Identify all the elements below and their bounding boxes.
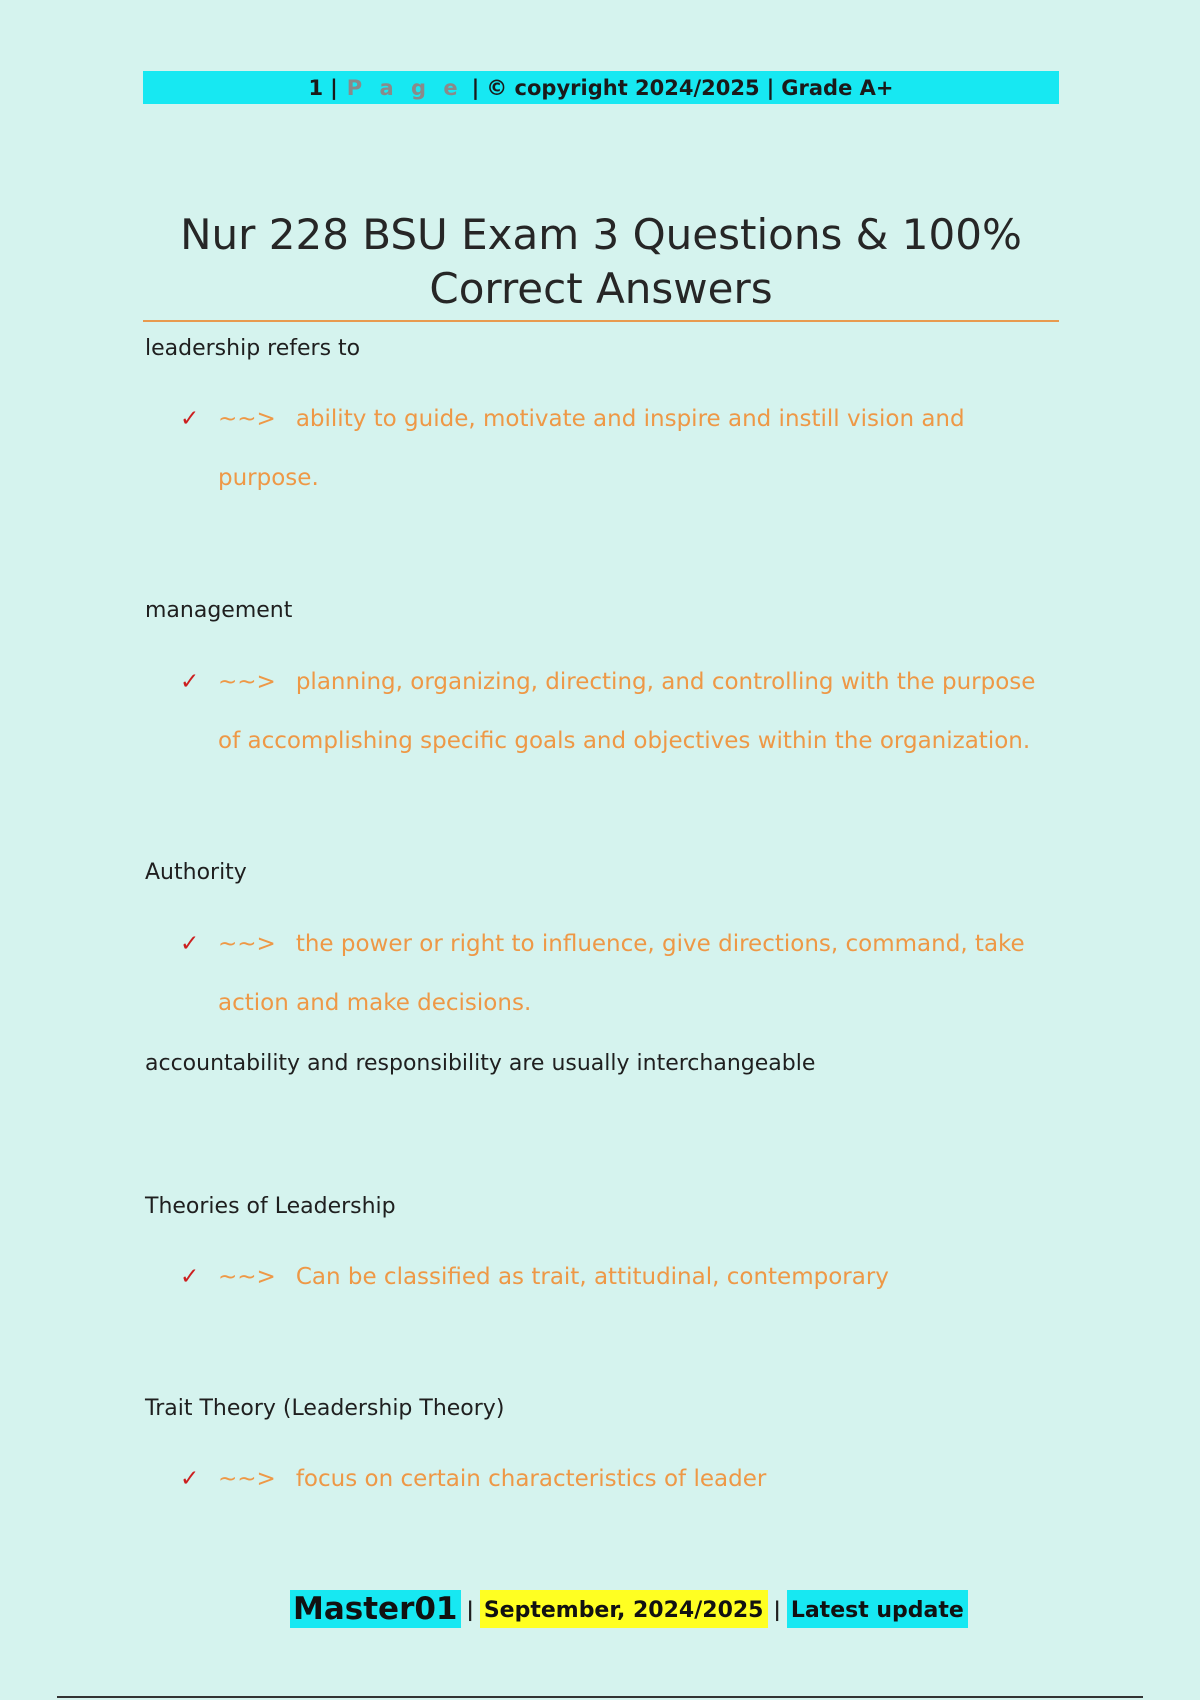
checkmark-icon: ✓ (180, 1264, 200, 1290)
document-title (143, 208, 1059, 316)
question-text: leadership refers to (145, 336, 361, 361)
answer-text: the power or right to influence, give directions, command, take (295, 931, 1025, 957)
answer-block (180, 1450, 1060, 1509)
separator: | (773, 1597, 781, 1621)
arrow-marker: ~~> (218, 406, 276, 432)
checkmark-icon: ✓ (180, 931, 200, 957)
title-underline (143, 320, 1059, 322)
footer-brand: Master01 (290, 1590, 461, 1628)
answer-text-continued: action and make decisions. (218, 990, 532, 1016)
arrow-marker: ~~> (218, 1264, 276, 1290)
answer-text-continued: purpose. (218, 465, 319, 491)
answer-text-continued: of accomplishing specific goals and objectives within the organization. (218, 728, 1031, 754)
statement-text: accountability and responsibility are usually interchangeable (145, 1051, 816, 1076)
answer-text: Can be classified as trait, attitudinal, contemporary (295, 1264, 889, 1290)
title-line-2: Correct Answers (429, 264, 773, 313)
checkmark-icon: ✓ (180, 1466, 200, 1492)
arrow-marker: ~~> (218, 1466, 276, 1492)
grade-text: Grade A+ (781, 75, 894, 100)
question-text: Trait Theory (Leadership Theory) (145, 1396, 505, 1421)
arrow-marker: ~~> (218, 669, 276, 695)
title-line-1: Nur 228 BSU Exam 3 Questions & 100% (180, 210, 1022, 259)
page-header (143, 71, 1059, 104)
separator: | (466, 1597, 474, 1621)
checkmark-icon: ✓ (180, 669, 200, 695)
answer-block (180, 653, 1060, 771)
separator: | (330, 75, 338, 100)
answer-text: ability to guide, motivate and inspire and instill vision and (295, 406, 965, 432)
footer-latest-update: Latest update (787, 1590, 968, 1628)
arrow-marker: ~~> (218, 931, 276, 957)
page-word: P a g e (346, 75, 463, 100)
separator: | (766, 75, 775, 100)
separator: | (471, 75, 480, 100)
copyright-text: © copyright 2024/2025 (486, 75, 760, 100)
answer-text: focus on certain characteristics of leader (295, 1466, 767, 1492)
answer-block (180, 390, 1060, 508)
page-footer (290, 1590, 968, 1628)
page-number: 1 (308, 75, 324, 100)
answer-block (180, 915, 1060, 1033)
answer-text: planning, organizing, directing, and controlling with the purpose (295, 669, 1036, 695)
question-text: Authority (145, 860, 247, 885)
answer-block (180, 1248, 1060, 1307)
question-text: management (145, 598, 293, 623)
bottom-rule (57, 1696, 1143, 1698)
question-text: Theories of Leadership (145, 1194, 396, 1219)
footer-date: September, 2024/2025 (480, 1590, 768, 1628)
checkmark-icon: ✓ (180, 406, 200, 432)
